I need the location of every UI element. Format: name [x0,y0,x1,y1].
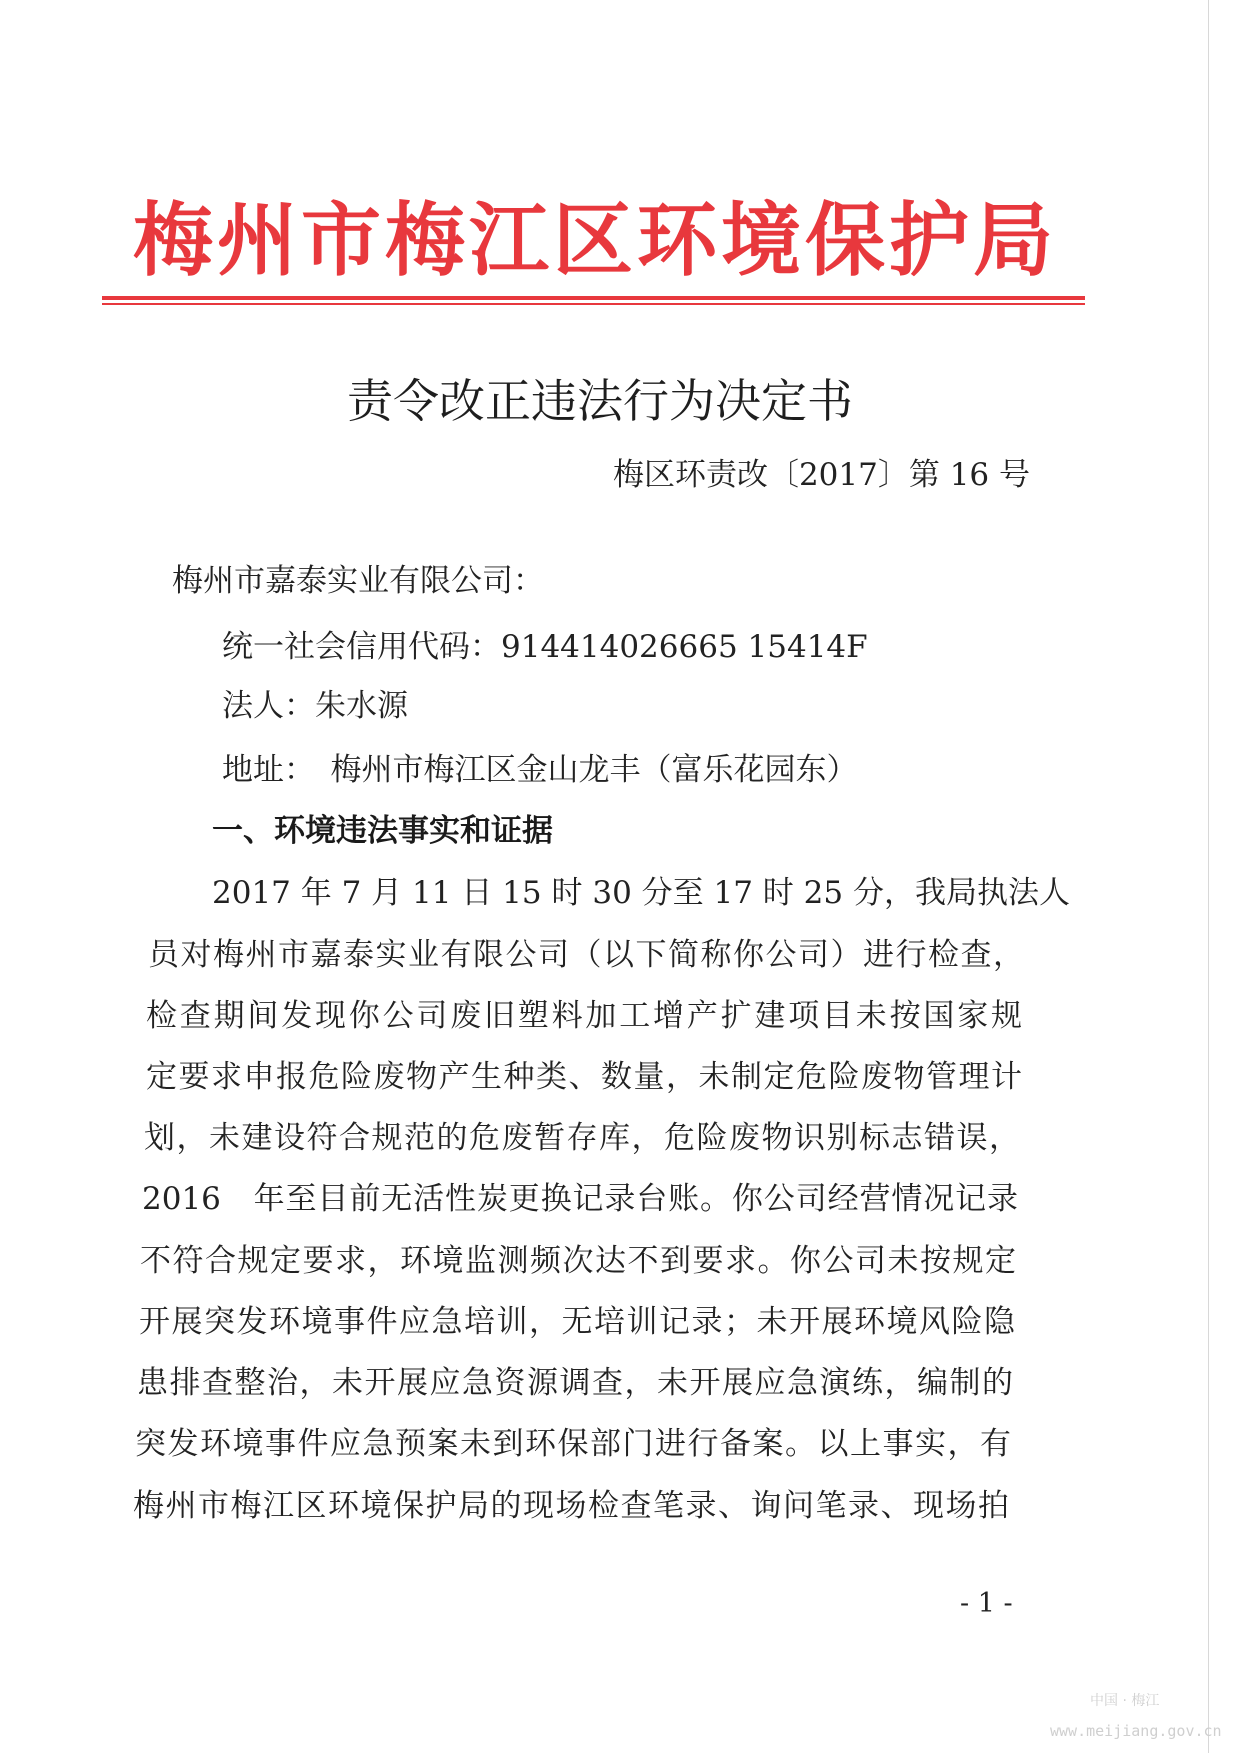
body-line: 2016 年至目前无活性炭更换记录台账。你公司经营情况记录 [142,1181,1018,1217]
body-line: 开展突发环境事件应急培训，无培训记录；未开展环境风险隐 [139,1304,1015,1340]
legal-person: 法人：朱水源 [222,688,408,724]
body-line: 员对梅州市嘉泰实业有限公司（以下简称你公司）进行检查， [148,937,1024,973]
watermark-site-name: 中国 · 梅江 [1090,1693,1160,1709]
page-number: - 1 - [960,1588,1013,1619]
document-number: 梅区环责改〔2017〕第 16 号 [612,457,1030,493]
section-heading-facts: 一、环境违法事实和证据 [212,813,553,849]
body-line: 患排查整治，未开展应急资源调查，未开展应急演练，编制的 [137,1365,1013,1401]
issuing-organization-header: 梅州市梅江区环境保护局 [133,193,1057,287]
header-red-rule-thin [102,303,1085,305]
body-line: 检查期间发现你公司废旧塑料加工增产扩建项目未按国家规 [146,998,1022,1034]
header-red-rule-thick [102,296,1085,300]
scan-page-edge [1208,0,1209,1753]
address: 地址： 梅州市梅江区金山龙丰（富乐花园东） [222,752,858,788]
document-title: 责令改正违法行为决定书 [347,374,853,428]
body-line: 划，未建设符合规范的危废暂存库，危险废物识别标志错误， [144,1120,1020,1156]
body-line: 2017 年 7 月 11 日 15 时 30 分至 17 时 25 分，我局执法人 [212,875,1070,911]
body-line: 突发环境事件应急预案未到环保部门进行备案。以上事实，有 [135,1426,1011,1462]
recipient: 梅州市嘉泰实业有限公司： [172,563,544,599]
body-line: 梅州市梅江区环境保护局的现场检查笔录、询问笔录、现场拍 [133,1488,1009,1524]
credit-code: 统一社会信用代码：914414026665 15414F [222,629,868,665]
body-line: 定要求申报危险废物产生种类、数量，未制定危险废物管理计 [146,1059,1022,1095]
body-line: 不符合规定要求，环境监测频次达不到要求。你公司未按规定 [140,1243,1016,1279]
watermark-url: www.meijiang.gov.cn [1050,1722,1222,1740]
